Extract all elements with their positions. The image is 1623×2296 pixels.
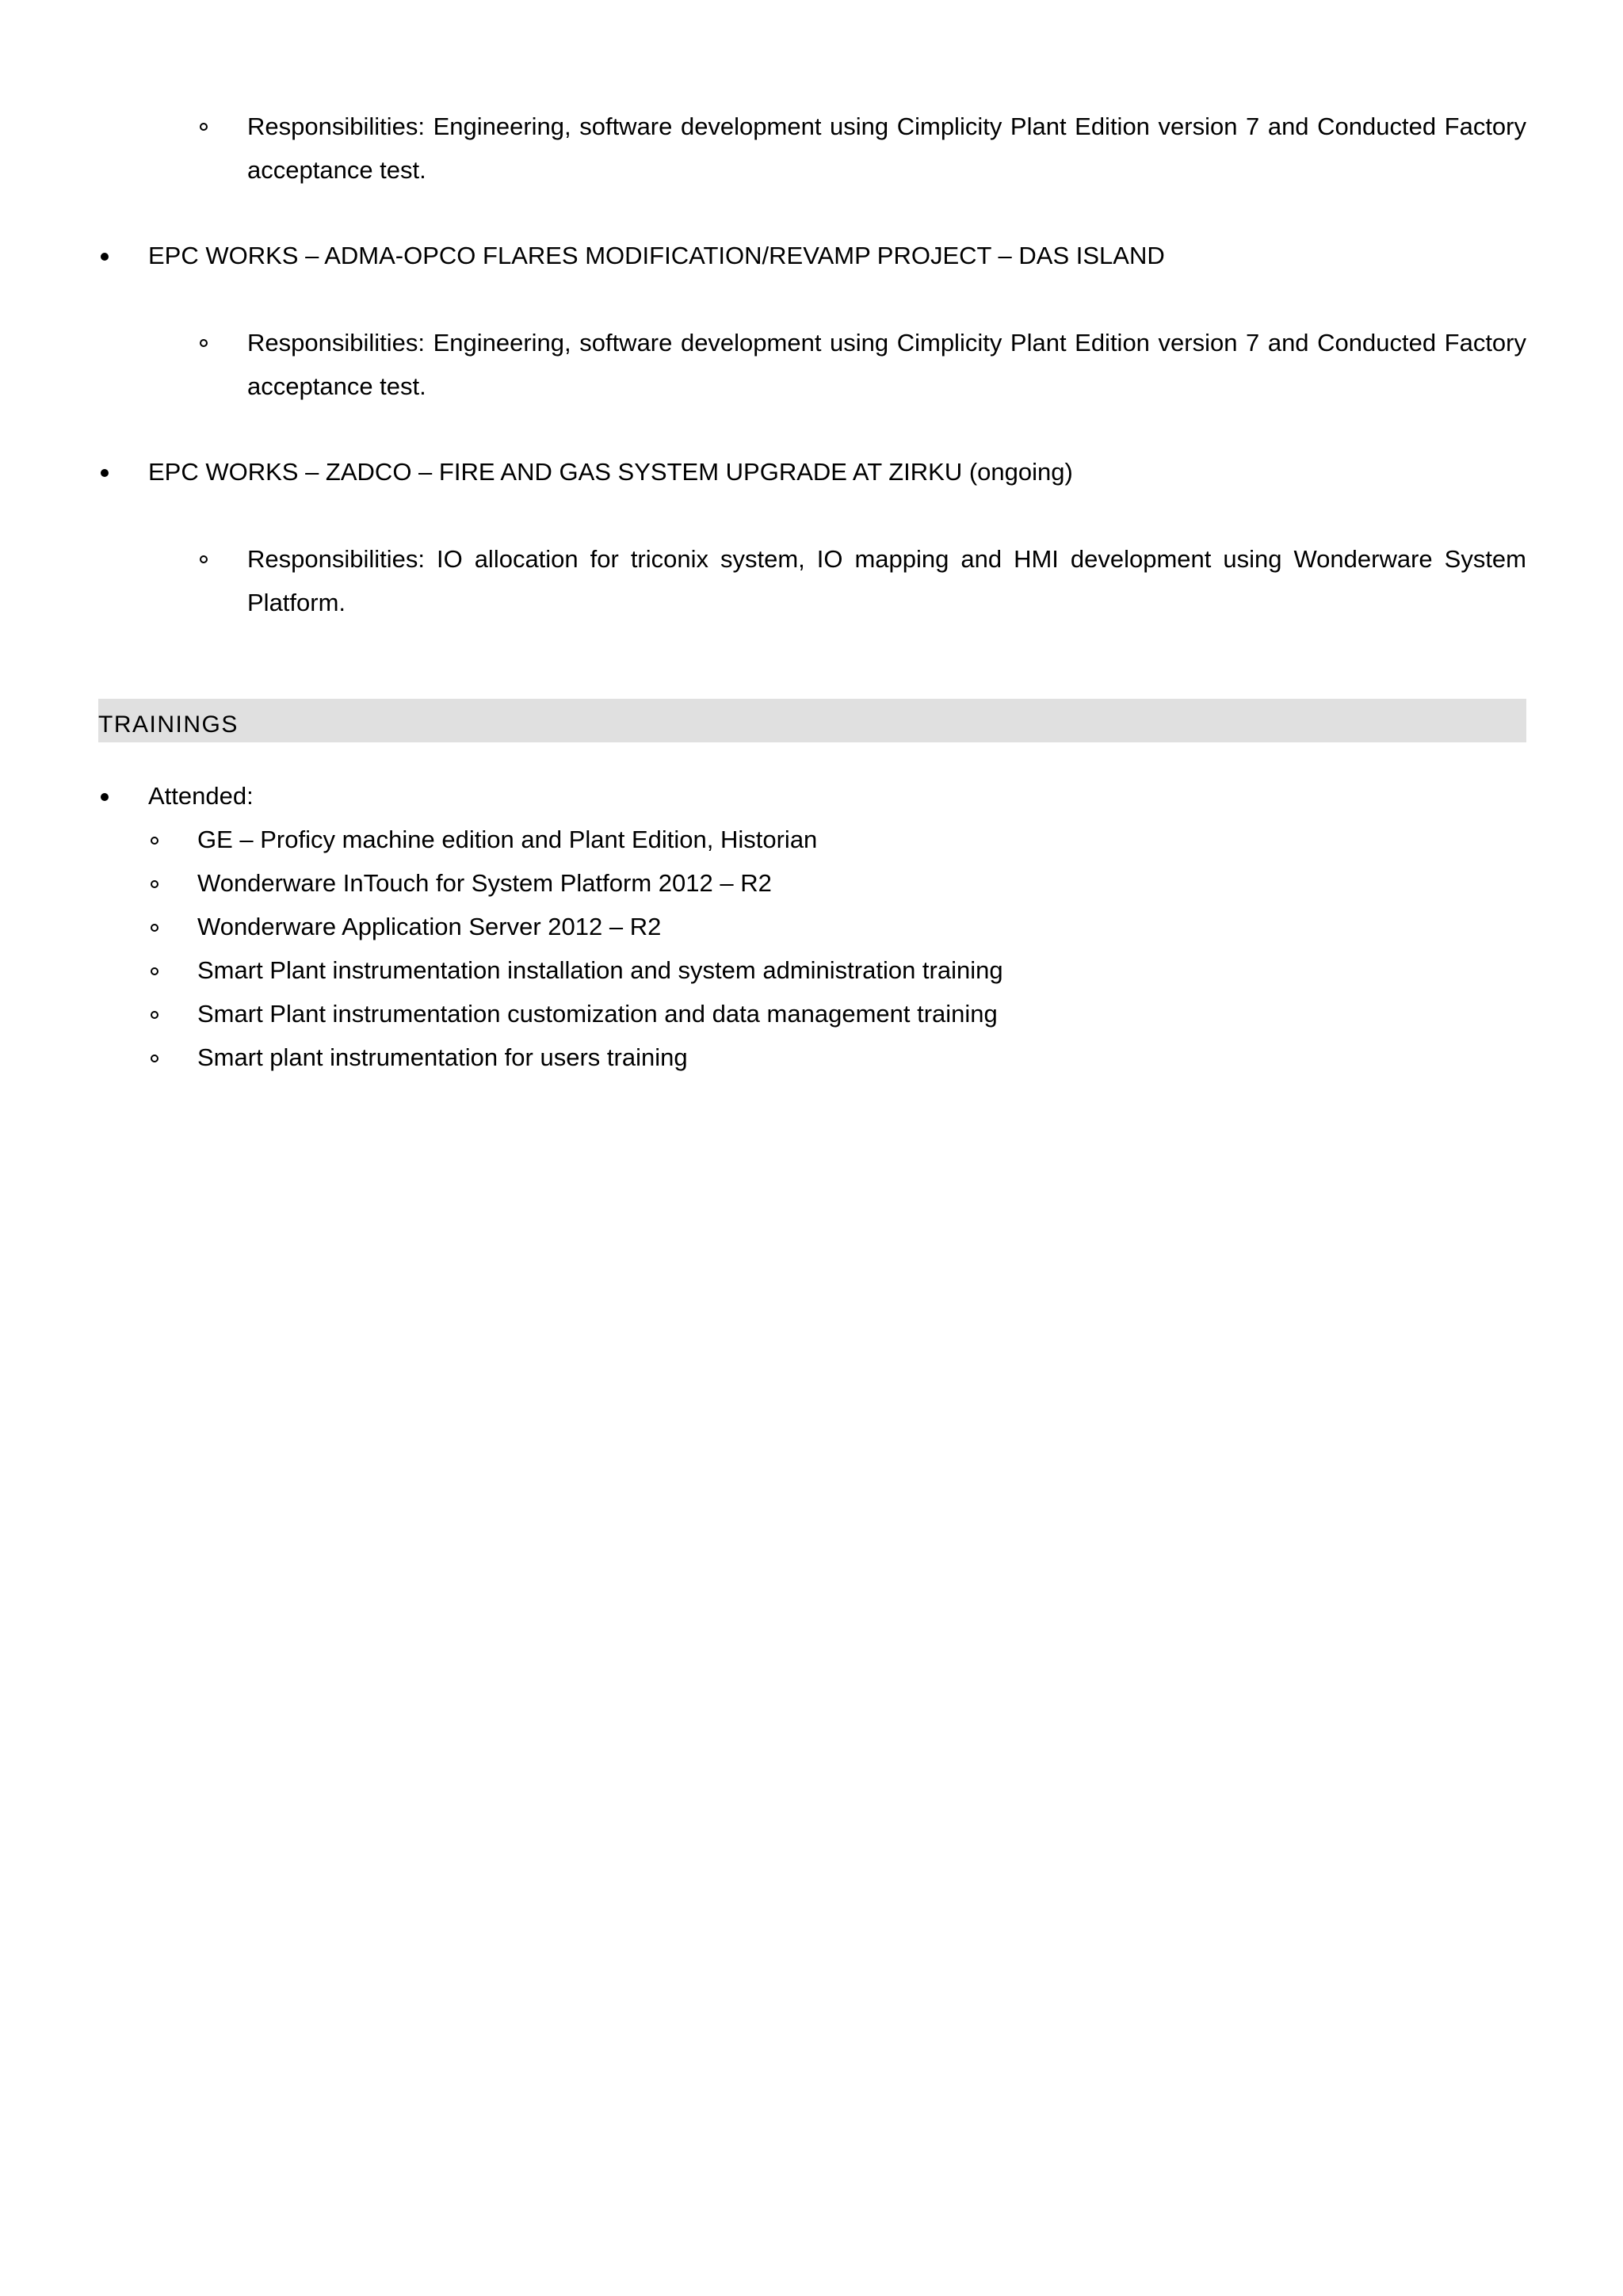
training-item: Wonderware Application Server 2012 – R2 [197, 913, 662, 940]
training-item: Wonderware InTouch for System Platform 2012 – R2 [197, 869, 772, 897]
sub-bullet-icon [151, 1011, 158, 1019]
sub-bullet-icon [200, 123, 208, 131]
responsibility-text-cont: acceptance test. [247, 156, 426, 184]
section-header-bar [98, 699, 1526, 742]
project-title: EPC WORKS – ADMA-OPCO FLARES MODIFICATION/REVAMP PROJECT – DAS ISLAND [148, 242, 1165, 269]
training-item: Smart Plant instrumentation customization and data management training [197, 1000, 998, 1028]
bullet-icon [101, 793, 109, 801]
sub-bullet-icon [151, 837, 158, 845]
training-item: GE – Proficy machine edition and Plant Edition, Historian [197, 826, 818, 853]
sub-bullet-icon [200, 555, 208, 563]
responsibility-text-cont: Platform. [247, 589, 346, 616]
responsibility-text: Responsibilities: Engineering, software development using Cimplicity Plant Edition version 7 and Conducted Factory [247, 329, 1526, 357]
sub-bullet-icon [151, 924, 158, 932]
responsibility-text: Responsibilities: Engineering, software development using Cimplicity Plant Edition version 7 and Conducted Factory [247, 113, 1526, 140]
bullet-icon [101, 469, 109, 477]
training-item: Smart plant instrumentation for users training [197, 1043, 688, 1071]
sub-bullet-icon [151, 1055, 158, 1062]
training-item: Smart Plant instrumentation installation and system administration training [197, 956, 1003, 984]
project-title: EPC WORKS – ZADCO – FIRE AND GAS SYSTEM UPGRADE AT ZIRKU (ongoing) [148, 458, 1073, 486]
section-title: TRAININGS [98, 711, 239, 738]
sub-bullet-icon [151, 967, 158, 975]
attended-label: Attended: [148, 782, 254, 810]
bullet-icon [101, 253, 109, 261]
sub-bullet-icon [200, 339, 208, 347]
responsibility-text-cont: acceptance test. [247, 372, 426, 400]
responsibility-text: Responsibilities: IO allocation for triconix system, IO mapping and HMI development using Wonderware System [247, 545, 1526, 573]
sub-bullet-icon [151, 880, 158, 888]
